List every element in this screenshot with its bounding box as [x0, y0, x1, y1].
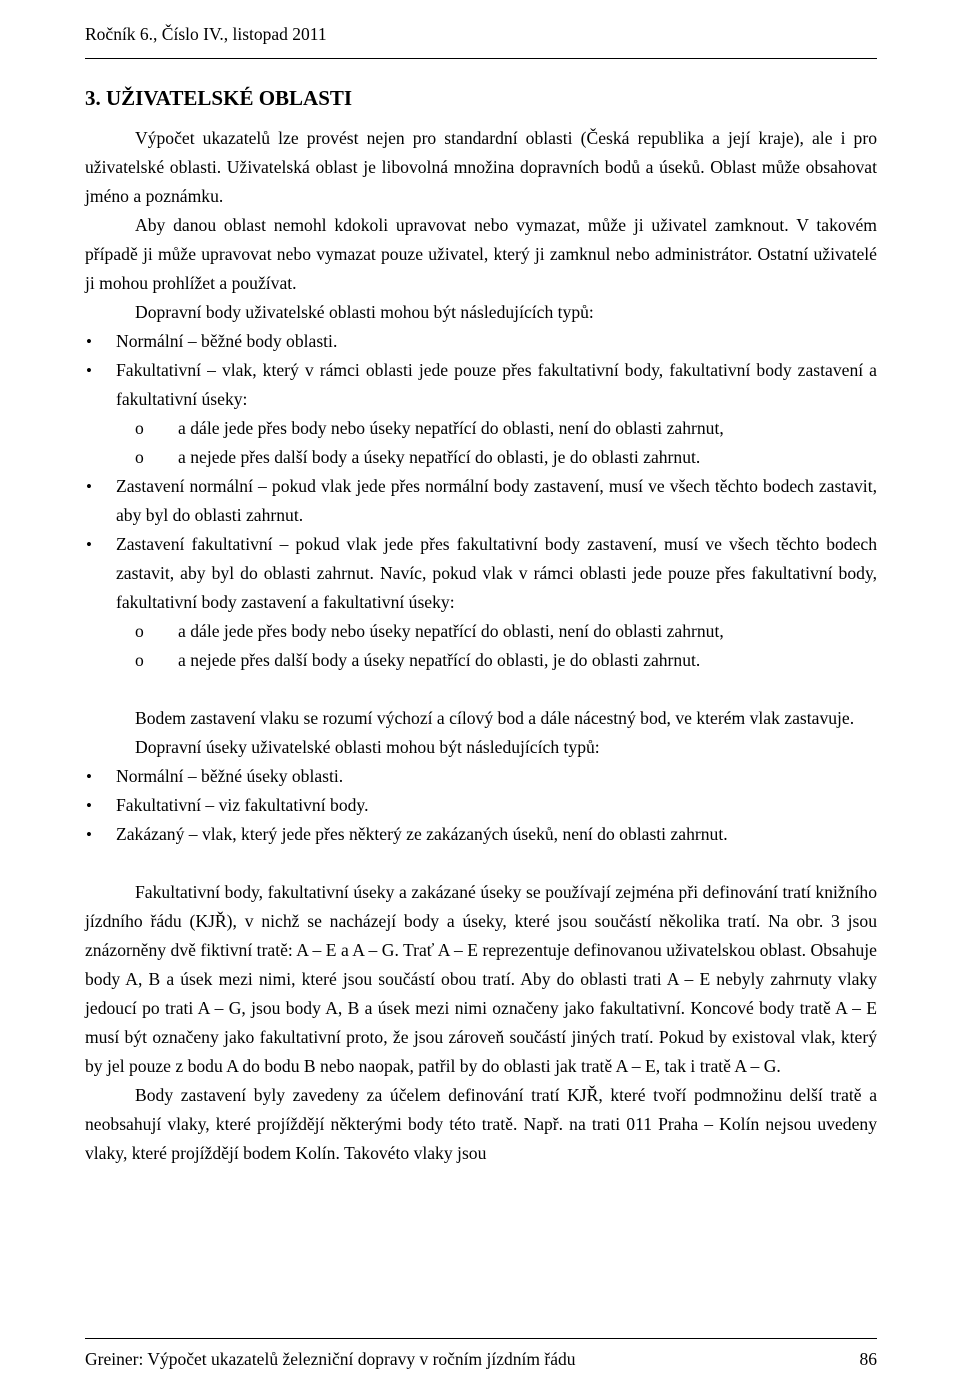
page-number: 86 [859, 1349, 877, 1369]
sublist-item: o a nejede přes další body a úseky nepatřící do oblasti, je do oblasti zahrnut. [85, 646, 877, 675]
paragraph-point-types: Dopravní body uživatelské oblasti mohou být následujících typů: [135, 302, 594, 322]
list-item-normal-stops: • Zastavení normální – pokud vlak jede přes normální body zastavení, musí ve všech těchto bodech zastavit, aby byl do oblasti zahrnut. [85, 472, 877, 530]
paragraph-intro: Výpočet ukazatelů lze provést nejen pro standardní oblasti (Česká republika a její kraje), ale i pro uživatelské oblasti. Uživatelská oblast je libovolná množina dopravních bodů a úseků. Oblast může obsahovat jméno a poznámku. [85, 128, 877, 206]
footer-divider [85, 1338, 877, 1339]
paragraph-gap [85, 675, 877, 704]
paragraph-segment-types: Dopravní úseky uživatelské oblasti mohou být následujících typů: [135, 737, 600, 757]
paragraph-usage: Fakultativní body, fakultativní úseky a zakázané úseky se používají zejména při definování tratí knižního jízdního řádu (KJŘ), v nichž se nacházejí body a úseky, které jsou součástí několika tratí. Na obr. 3 jsou znázorněny dvě fiktivní tratě: A – E a A – G. Trať A – E reprezentuje definovanou uživatelskou oblast. Obsahuje body A, B a úsek mezi nimi, které jsou součástí obou tratí. Aby do oblasti trati A – E nebyly zahrnuty vlaky jedoucí po trati A – G, jsou body A, B a úsek mezi nimi označeny jako fakultativní. Koncové body tratě A – E musí být označeny jako fakultativní proto, že jsou zároveň součástí jiných tratí. Pokud by existoval vlak, který by jel pouze z bodu A do bodu B nebo naopak, patřil by do oblasti jak tratě A – E, tak i tratě A – G. [85, 882, 877, 1076]
sublist-item: o a dále jede přes body nebo úseky nepatřící do oblasti, není do oblasti zahrnut, [85, 617, 877, 646]
list-item-normal-segments: • Normální – běžné úseky oblasti. [85, 762, 877, 791]
section-title: 3. UŽIVATELSKÉ OBLASTI [85, 86, 353, 110]
running-footer: Greiner: Výpočet ukazatelů železniční dopravy v ročním jízdním řádu [85, 1349, 576, 1369]
paragraph-stop-points: Body zastavení byly zavedeny za účelem definování tratí KJŘ, které tvoří podmnožinu delší tratě a neobsahují vlaky, které projíždějí některými body této tratě. Např. na trati 011 Praha – Kolín nejsou uvedeny vlaky, které projíždějí bodem Kolín. Takovéto vlaky jsou [85, 1085, 877, 1163]
list-item-optional-segments: • Fakultativní – viz fakultativní body. [85, 791, 877, 820]
list-item-normal-points: • Normální – běžné body oblasti. [85, 327, 877, 356]
body-text [85, 124, 877, 1168]
list-item-optional-stops: • Zastavení fakultativní – pokud vlak jede přes fakultativní body zastavení, musí ve všech těchto bodech zastavit, aby byl do oblasti zahrnut. Navíc, pokud vlak v rámci oblasti jede pouze přes fakultativní body, fakultativní body zastavení a fakultativní úseky: [85, 530, 877, 617]
paragraph-stop-definition: Bodem zastavení vlaku se rozumí výchozí a cílový bod a dále nácestný bod, ve kterém vlak zastavuje. [135, 708, 855, 728]
sublist-item: o a nejede přes další body a úseky nepatřící do oblasti, je do oblasti zahrnut. [85, 443, 877, 472]
paragraph-gap [85, 849, 877, 878]
sublist-item: o a dále jede přes body nebo úseky nepatřící do oblasti, není do oblasti zahrnut, [85, 414, 877, 443]
paragraph-locking: Aby danou oblast nemohl kdokoli upravovat nebo vymazat, může ji uživatel zamknout. V takovém případě ji může upravovat nebo vymazat pouze uživatel, který ji zamknul nebo administrátor. Ostatní uživatelé ji mohou prohlížet a používat. [85, 215, 877, 293]
running-header: Ročník 6., Číslo IV., listopad 2011 [85, 24, 327, 44]
header-divider [85, 58, 877, 59]
list-item-forbidden-segments: • Zakázaný – vlak, který jede přes některý ze zakázaných úseků, není do oblasti zahrnut. [85, 820, 877, 849]
list-item-optional-points: • Fakultativní – vlak, který v rámci oblasti jede pouze přes fakultativní body, fakultativní body zastavení a fakultativní úseky: [85, 356, 877, 414]
